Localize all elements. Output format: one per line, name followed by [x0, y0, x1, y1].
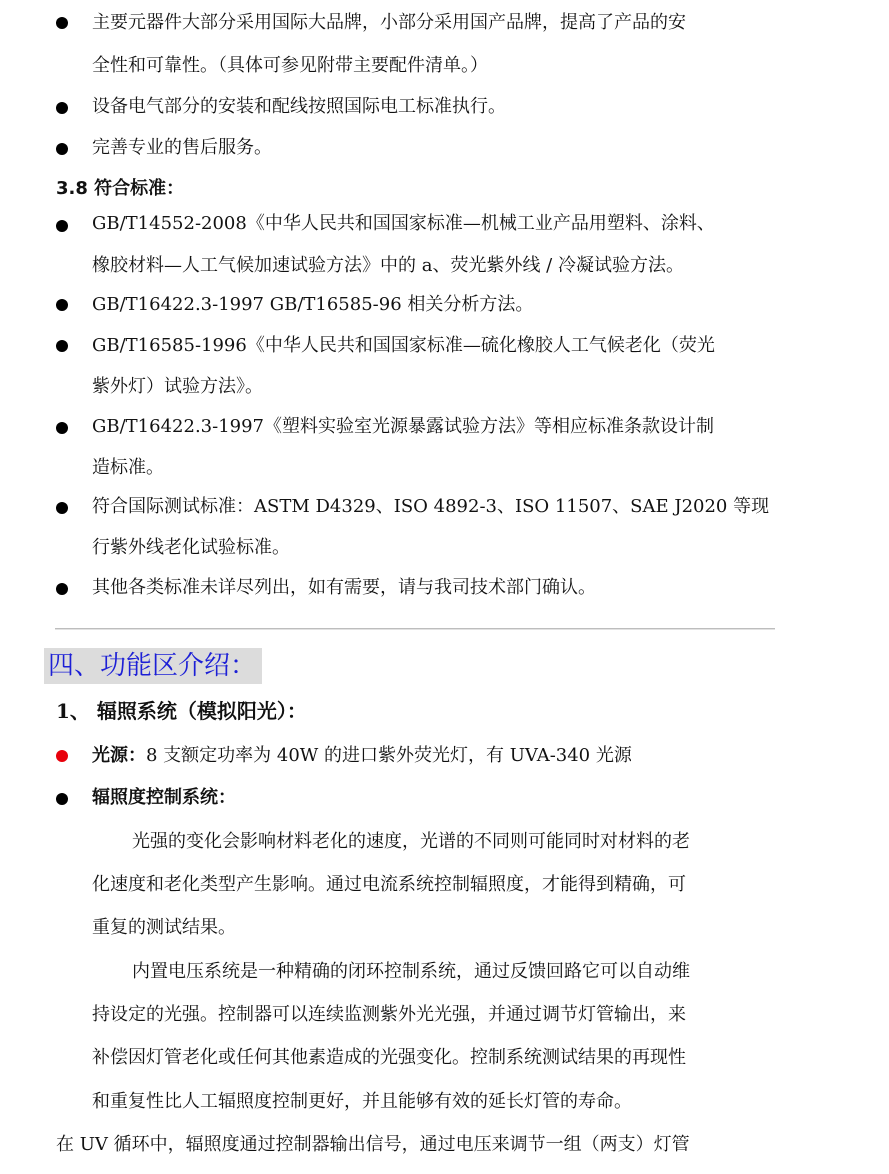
section-heading-3-8: 3.8 符合标准：: [56, 178, 185, 199]
list-item-text: 设备电气部分的安装和配线按照国际电工标准执行。: [92, 96, 506, 117]
paragraph-line: 持设定的光强。控制器可以连续监测紫外光光强，并通过调节灯管输出，来: [92, 1004, 686, 1025]
list-item-text: GB/T14552-2008《中华人民共和国国家标准—机械工业产品用塑料、涂料、: [92, 213, 715, 234]
paragraph-line: 在 UV 循环中，辐照度通过控制器输出信号，通过电压来调节一组（两支）灯管: [56, 1134, 690, 1155]
subsection-heading-irradiation: 1、 辐照系统（模拟阳光）：: [56, 699, 307, 723]
list-item-text: 造标准。: [92, 457, 164, 478]
list-item-text: 橡胶材料—人工气候加速试验方法》中的 a、荧光紫外线 / 冷凝试验方法。: [92, 255, 684, 276]
paragraph-line: 光强的变化会影响材料老化的速度，光谱的不同则可能同时对材料的老: [132, 831, 690, 852]
bullet-dot: [56, 143, 68, 155]
paragraph-line: 补偿因灯管老化或任何其他素造成的光强变化。控制系统测试结果的再现性: [92, 1047, 686, 1068]
section-divider: [55, 628, 775, 630]
bullet-dot: [56, 502, 68, 514]
light-source-label: 光源：: [92, 745, 146, 766]
list-item-text: 全性和可靠性。（具体可参见附带主要配件清单。）: [92, 55, 488, 76]
bullet-dot: [56, 17, 68, 29]
irradiance-label: 辐照度控制系统：: [92, 787, 236, 808]
list-item-text: 其他各类标准未详尽列出，如有需要，请与我司技术部门确认。: [92, 577, 596, 598]
bullet-dot: [56, 299, 68, 311]
list-item-text: 符合国际测试标准：ASTM D4329、ISO 4892-3、ISO 11507、SAE J2020 等现: [92, 496, 770, 517]
list-item-text: 行紫外线老化试验标准。: [92, 537, 290, 558]
bullet-dot: [56, 793, 68, 805]
bullet-dot: [56, 583, 68, 595]
irradiance-label-line: [92, 787, 236, 809]
light-source-text: 8 支额定功率为 40W 的进口紫外荧光灯，有 UVA-340 光源: [146, 745, 632, 766]
paragraph-line: 重复的测试结果。: [92, 917, 236, 938]
light-source-line: [92, 745, 632, 767]
list-item-text: 紫外灯）试验方法》。: [92, 376, 263, 397]
bullet-dot: [56, 422, 68, 434]
list-item-text: 主要元器件大部分采用国际大品牌，小部分采用国产品牌，提高了产品的安: [92, 12, 686, 33]
bullet-dot: [56, 340, 68, 352]
list-item-text: GB/T16422.3-1997 GB/T16585-96 相关分析方法。: [92, 294, 534, 315]
bullet-dot-red: [56, 750, 68, 762]
list-item-text: GB/T16585-1996《中华人民共和国国家标准—硫化橡胶人工气候老化（荧光: [92, 335, 715, 356]
list-item-text: GB/T16422.3-1997《塑料实验室光源暴露试验方法》等相应标准条款设计制: [92, 416, 714, 437]
paragraph-line: 和重复性比人工辐照度控制更好，并且能够有效的延长灯管的寿命。: [92, 1091, 632, 1112]
bullet-dot: [56, 220, 68, 232]
section-heading-4: 四、功能区介绍：: [44, 648, 262, 684]
paragraph-line: 化速度和老化类型产生影响。通过电流系统控制辐照度，才能得到精确，可: [92, 874, 686, 895]
paragraph-line: 内置电压系统是一种精确的闭环控制系统，通过反馈回路它可以自动维: [132, 961, 690, 982]
bullet-dot: [56, 102, 68, 114]
list-item-text: 完善专业的售后服务。: [92, 137, 272, 158]
